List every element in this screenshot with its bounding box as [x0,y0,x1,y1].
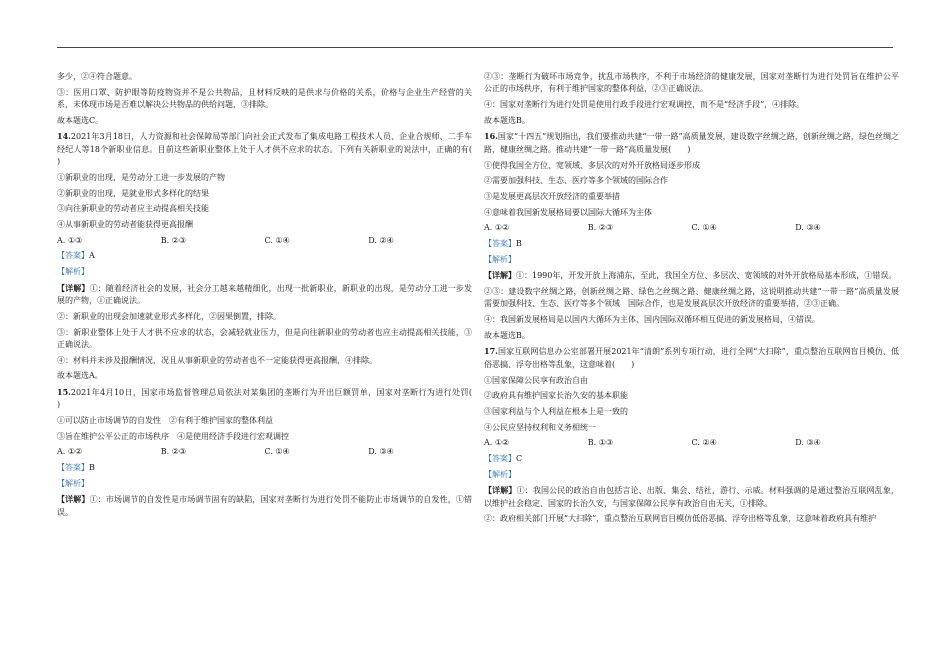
answer-line [57,462,472,474]
analysis-tag: 【解析】 [57,478,89,488]
question-text: 国家互联网信息办公室部署开展2021年“清朗”系列专项行动，进行全网“大扫除”，重点整治互联网盲目模仿、低俗恶搞、浮夸出格等乱象，这意味着( ) [484,347,899,369]
analysis-tag: 【解析】 [57,267,89,277]
question-number: 15. [57,386,71,397]
option-a: A. ①② [57,447,83,457]
options-row [57,235,472,247]
question-number: 14. [57,131,71,142]
option-b: B. ②③ [160,235,187,245]
conclusion: 故本题选B。 [484,330,530,340]
answer-line [57,250,472,262]
detail-paragraph: ③：新职业整体上处于人才供不应求的状态，会减轻就业压力，但是向往新职业的劳动者也应主动提高相关技能，③正确说法。 [57,327,472,349]
option-c: C. ②④ [691,438,717,448]
options-row [484,437,899,449]
question-15-stem [57,386,488,412]
answer-tag: 【答案】 [484,238,516,248]
option-b: B. ①③ [587,438,614,448]
analysis-tag: 【解析】 [484,254,516,264]
detail-paragraph: ②：政府相关部门开展“大扫除”，重点整治互联网盲目模仿低俗恶搞、浮夸出格等乱象，这意味着政府具有维护 [484,514,877,524]
question-16-stem [484,130,899,156]
left-column [57,71,488,523]
detail-text: ①：我国公民的政治自由包括言论、出版、集会、结社、游行、示威。材料强调的是通过整治互联网乱象，以维护社会稳定、国家的长治久安，与国家保障公民享有政治自由无关，①排除。 [484,486,899,508]
option-b: B. ②③ [160,447,187,457]
detail-text: ①：随着经济社会的发展，社会分工越来越精细化，出现一批新职业，新职业的出现，是劳动分工进一步发展的产物，①正确说法。 [57,283,472,306]
question-17-stem [484,345,899,371]
answer-tag: 【答案】 [57,251,89,261]
question-text: 国家“十四五”规划指出，我们要推动共建“一带一路”高质量发展，建设数字丝绸之路，创新丝绸之路，绿色丝绸之路，健康丝绸之路。推动共建“一带一路”高质量发展( ) [484,132,899,154]
question-number: 16. [484,131,498,142]
answer-value: C [516,454,523,463]
statement: ③向往新职业的劳动者应主动提高相关技能 [57,204,209,214]
detail-text: ①：1990年，开发开放上海浦东，至此，我国全方位、多层次、宽领域的对外开放格局基本形成，①错误。 [516,271,897,281]
carry-text-2: ④：国家对垄断行为进行处罚是使用行政手段进行宏观调控，而不是“经济手段”，④排除。 [484,100,805,110]
option-a: A. ①③ [57,235,83,245]
question-number: 17. [484,346,498,357]
detail-paragraph: ④：我国新发展格局是以国内大循环为主体、国内国际双循环相互促进的新发展格局，④错误。 [484,315,820,325]
detail-paragraph [57,493,472,519]
statement: ②新职业的出现，是就业形式多样化的结果 [57,188,209,198]
option-a: A. ①② [484,223,510,233]
answer-line [484,453,899,465]
option-d: D. ③④ [795,438,821,448]
detail-tag: 【详解】 [484,270,516,281]
answer-tag: 【答案】 [57,463,89,473]
header-rule [57,47,893,48]
detail-paragraph [484,484,899,510]
answer-value: A [89,251,95,261]
detail-tag: 【详解】 [57,282,90,293]
statement: ①使得我国全方位、宽领域、多层次的对外开放格局逐步形成 [484,160,700,170]
option-c: C. ①④ [264,235,290,245]
carry-text-2: ③：医用口罩、防护眼等防疫物资并不是公共物品，且材料反映的是供求与价格的关系，价格与企业生产经营的关系，未体现市场是否难以解决公共物品的供给问题，③排除。 [57,87,472,110]
answer-value: B [516,238,522,248]
conclusion: 故本题选A。 [57,371,103,381]
statement: ③是发展更高层次开放经济的重要举措 [484,191,620,201]
detail-paragraph [57,282,472,308]
option-d: D. ②④ [368,235,394,245]
detail-paragraph: ④：材料并未涉及报酬情况，况且从事新职业的劳动者也不一定能获得更高报酬，④排除。 [57,355,377,365]
statement: ②需要加强科技、生态、医疗等多个领域的国际合作 [484,176,668,186]
answer-line [484,238,899,250]
option-d: D. ③④ [795,223,821,233]
option-a: A. ①② [484,438,510,448]
right-column [484,71,899,529]
answer-value: B [89,463,95,473]
carry-conclusion: 故本题选C。 [57,115,104,125]
detail-paragraph: ②③：建设数字丝绸之路，创新丝绸之路、绿色之丝绸之路、健康丝绸之路，这说明推动共建“一带一路”高质量发展需要加强科技、生态、医疗等多个领域 国际合作，也是发展高层次开放经济的重要举措，②③正确。 [484,287,899,309]
statement: ②政府具有维护国家长治久安的基本职能 [484,391,628,401]
analysis-tag: 【解析】 [484,469,516,479]
option-d: D. ③④ [368,447,394,457]
statement: ①国家保障公民享有政治自由 [484,375,588,385]
statement: ③旨在维护公平公正的市场秩序 ④是使用经济手段进行宏观调控 [57,431,289,441]
statement: ④公民应坚持权利和义务相统一 [484,422,596,432]
detail-text: ①：市场调节的自发性是市场调节固有的缺陷，国家对垄断行为进行处罚不能防止市场调节的自发性，①错误。 [57,495,472,517]
carry-text-1: 多少，②④符合题意。 [57,72,137,81]
carry-conclusion: 故本题选B。 [484,115,530,125]
statement: ①可以防止市场调节的自发性 ②有利于维护国家的整体利益 [57,416,273,426]
detail-paragraph [484,269,899,282]
carry-text-1: ②③：垄断行为破坏市场竞争，扰乱市场秩序，不利于市场经济的健康发展，国家对垄断行为进行处罚旨在维护公平公正的市场秩序，有利于维护国家的整体利益，②③正确说法。 [484,72,899,94]
statement: ④从事新职业的劳动者能获得更高报酬 [57,219,193,229]
detail-tag: 【详解】 [484,485,517,496]
option-c: C. ①④ [264,447,290,457]
question-text: 2021年3月18日，人力资源和社会保障局等部门向社会正式发布了集成电路工程技术人员、企业合规师、二手车经纪人等18个新职业信息。目前这些新职业整体上处于人才供不应求的状态。下列有关新职业的说法中，正确的有( ) [57,132,488,167]
statement: ①新职业的出现，是劳动分工进一步发展的产物 [57,172,225,182]
detail-paragraph: ②：新职业的出现会加速就业形式多样化，②因果倒置，排除。 [57,311,281,321]
option-b: B. ②③ [587,223,614,233]
question-14-stem [57,130,488,168]
option-c: C. ①④ [691,223,717,233]
options-row [484,222,899,234]
statement: ③国家利益与个人利益在根本上是一致的 [484,406,628,416]
detail-tag: 【详解】 [57,494,90,505]
answer-tag: 【答案】 [484,454,516,463]
question-text: 2021年4月10日，国家市场监督管理总局依法对某集团的垄断行为开出巨额罚单，国家对垄断行为进行处罚( ) [57,387,488,410]
options-row [57,446,472,458]
statement: ④意味着我国新发展格局要以国际大循环为主体 [484,207,652,217]
